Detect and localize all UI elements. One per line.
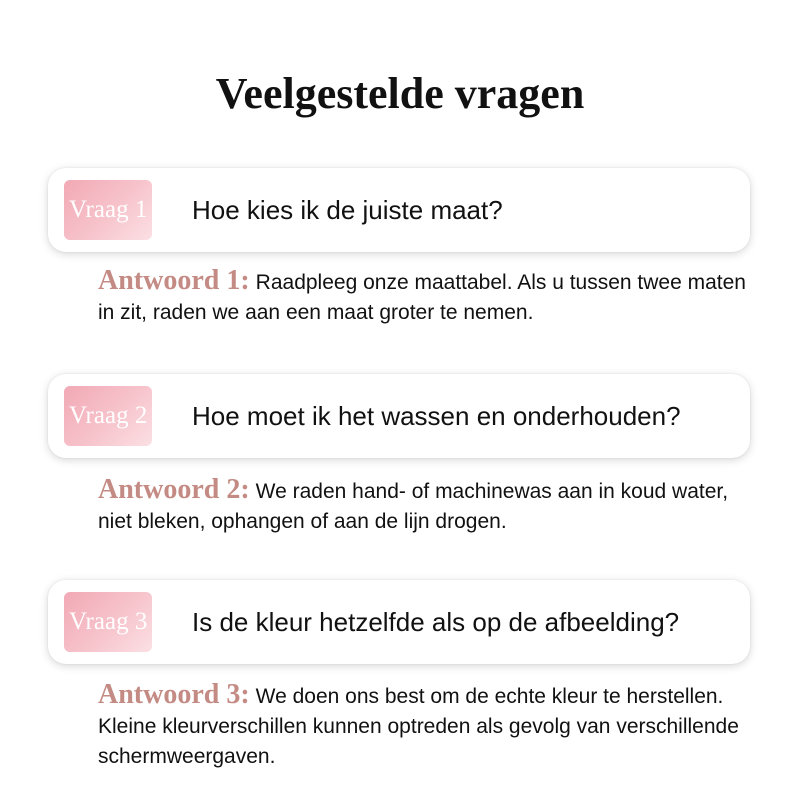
question-card-3[interactable]: [48, 580, 750, 664]
question-text-2: Hoe moet ik het wassen en onderhouden?: [192, 401, 681, 431]
answer-3: [98, 680, 758, 772]
question-text-1: Hoe kies ik de juiste maat?: [192, 195, 503, 225]
answer-2: [98, 475, 758, 537]
answer-label-3: Antwoord 3:: [98, 679, 250, 710]
question-card-2[interactable]: [48, 374, 750, 458]
question-badge-3: Vraag 3: [64, 592, 152, 652]
question-card-1[interactable]: [48, 168, 750, 252]
answer-1: [98, 266, 758, 328]
page-title: Veelgestelde vragen: [215, 69, 585, 118]
answer-text-1: Raadpleeg onze maattabel. Als u tussen twee maten in zit, raden we aan een maat groter te nemen.: [98, 271, 746, 324]
question-badge-2: Vraag 2: [64, 386, 152, 446]
question-badge-1: Vraag 1: [64, 180, 152, 240]
answer-text-2: We raden hand- of machinewas aan in koud water, niet bleken, ophangen of aan de lijn drogen.: [98, 480, 729, 533]
answer-label-2: Antwoord 2:: [98, 474, 250, 505]
answer-label-1: Antwoord 1:: [98, 265, 250, 296]
answer-text-3: We doen ons best om de echte kleur te herstellen. Kleine kleurverschillen kunnen optreden als gevolg van verschillende schermweergaven.: [98, 685, 739, 768]
question-text-3: Is de kleur hetzelfde als op de afbeelding?: [192, 607, 680, 637]
